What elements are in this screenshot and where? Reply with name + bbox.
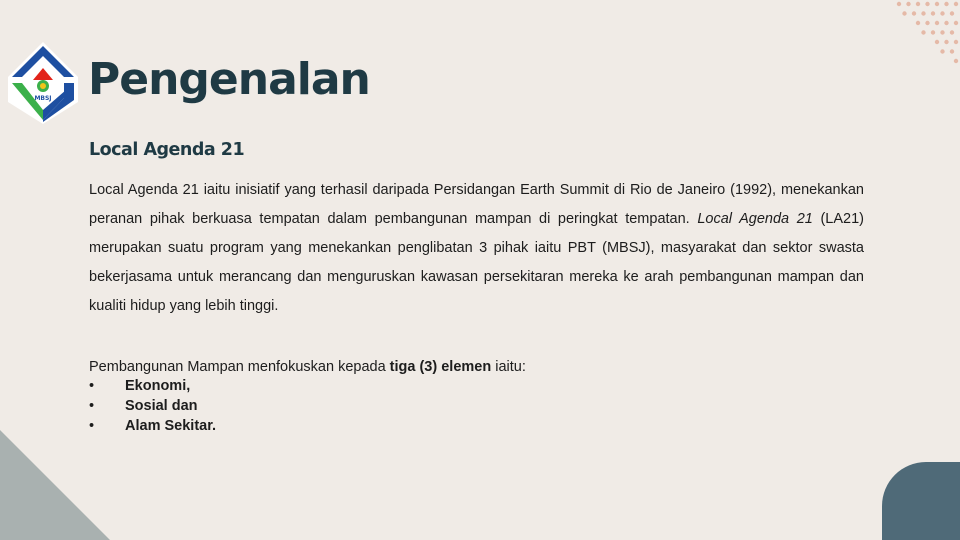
dot-pattern-decoration (878, 0, 960, 82)
dot-icon (954, 21, 958, 25)
dot-icon (950, 49, 954, 53)
dot-icon (921, 11, 925, 15)
dot-icon (950, 11, 954, 15)
list-item-label: Ekonomi, (125, 378, 191, 394)
dot-icon (906, 2, 910, 6)
dot-icon (954, 40, 958, 44)
dot-icon (931, 30, 935, 34)
dot-icon (944, 40, 948, 44)
dot-icon (935, 21, 939, 25)
dot-icon (902, 11, 906, 15)
dot-icon (916, 21, 920, 25)
dot-icon (950, 30, 954, 34)
mbsj-logo (6, 40, 80, 126)
dot-icon (940, 30, 944, 34)
dot-icon (912, 11, 916, 15)
section-subtitle: Local Agenda 21 (89, 140, 245, 160)
dot-icon (935, 40, 939, 44)
dot-icon (931, 11, 935, 15)
dot-icon (944, 21, 948, 25)
list-item-label: Sosial dan (125, 398, 198, 414)
paragraph-text-part1: Local Agenda 21 iaitu inisiatif yang terhasil daripada Persidangan Earth Summit di Rio de Janeiro (1992), menekankan peranan pihak berkuasa tempatan dalam pembangunan mampan di peringkat tempatan. (89, 182, 864, 227)
dot-icon (925, 21, 929, 25)
intro-before: Pembangunan Mampan menfokuskan kepada (89, 359, 390, 375)
corner-shape-decoration (882, 462, 960, 540)
bullet-icon: • (89, 378, 95, 394)
intro-bold: tiga (3) elemen (389, 359, 492, 375)
elements-list (89, 376, 216, 436)
dot-icon (954, 59, 958, 63)
logo-text: MBSJ (34, 95, 52, 102)
paragraph-italic-term: Local Agenda 21 (697, 211, 813, 227)
bullet-icon: • (89, 398, 95, 414)
paragraph-text-part2: (LA21) merupakan suatu program yang menekankan penglibatan 3 pihak iaitu PBT (MBSJ), masyarakat dan sektor swasta bekerjasama untuk merancang dan menguruskan kawasan persekitaran mereka ke arah pembangunan mampan dan kualiti hidup yang lebih tinggi. (89, 211, 864, 314)
dot-icon (954, 2, 958, 6)
dot-icon (921, 30, 925, 34)
list-item-label: Alam Sekitar. (125, 418, 217, 434)
dot-icon (897, 2, 901, 6)
intro-after: iaitu: (491, 359, 526, 375)
dot-icon (940, 49, 944, 53)
dot-icon (916, 2, 920, 6)
bullet-icon: • (89, 418, 95, 434)
list-item (89, 396, 216, 416)
list-item (89, 376, 216, 396)
dot-icon (925, 2, 929, 6)
corner-triangle-decoration (0, 430, 110, 540)
elements-intro (89, 357, 526, 377)
intro-paragraph (89, 176, 864, 321)
dot-icon (944, 2, 948, 6)
dot-icon (940, 11, 944, 15)
page-title: Pengenalan (88, 54, 370, 105)
dot-icon (935, 2, 939, 6)
